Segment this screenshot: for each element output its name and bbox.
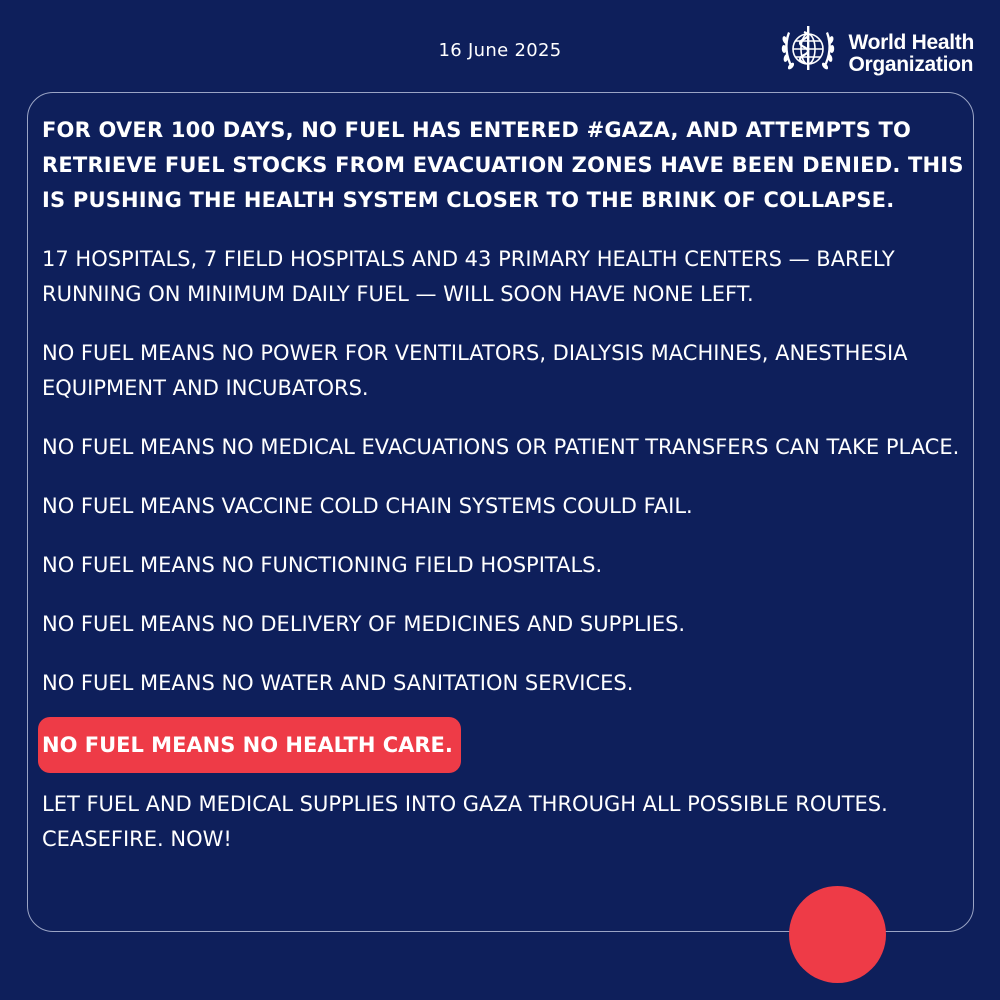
paragraph-cold-chain: NO FUEL MEANS VACCINE COLD CHAIN SYSTEMS COULD FAIL. — [42, 494, 693, 518]
decorative-red-circle — [789, 886, 886, 983]
closing-call: LET FUEL AND MEDICAL SUPPLIES INTO GAZA THROUGH ALL POSSIBLE ROUTES. CEASEFIRE. NOW! — [42, 792, 888, 851]
who-logo — [774, 22, 974, 86]
paragraph-medicines: NO FUEL MEANS NO DELIVERY OF MEDICINES AND SUPPLIES. — [42, 612, 686, 636]
highlight-box — [38, 717, 972, 773]
highlight-text: NO FUEL MEANS NO HEALTH CARE. — [38, 717, 461, 773]
paragraph-ventilators: NO FUEL MEANS NO POWER FOR VENTILATORS, DIALYSIS MACHINES, ANESTHESIA EQUIPMENT AND INCUBATORS. — [42, 341, 908, 400]
who-emblem-icon — [774, 22, 842, 86]
paragraph-evacuations: NO FUEL MEANS NO MEDICAL EVACUATIONS OR PATIENT TRANSFERS CAN TAKE PLACE. — [42, 435, 960, 459]
who-wordmark-line2: Organization — [848, 53, 974, 76]
message-body — [42, 113, 972, 857]
date-label: 16 June 2025 — [438, 40, 562, 61]
paragraph-field-hospitals: NO FUEL MEANS NO FUNCTIONING FIELD HOSPITALS. — [42, 553, 603, 577]
who-wordmark — [848, 32, 974, 76]
paragraph-hospitals: 17 HOSPITALS, 7 FIELD HOSPITALS AND 43 PRIMARY HEALTH CENTERS — BARELY RUNNING ON MINIMUM DAILY FUEL — WILL SOON HAVE NONE LEFT. — [42, 247, 895, 306]
headline: FOR OVER 100 DAYS, NO FUEL HAS ENTERED #GAZA, AND ATTEMPTS TO RETRIEVE FUEL STOCKS FROM EVACUATION ZONES HAVE BEEN DENIED. THIS IS PUSHING THE HEALTH SYSTEM CLOSER TO THE BRINK OF COLLAPSE. — [42, 118, 964, 212]
paragraph-water: NO FUEL MEANS NO WATER AND SANITATION SERVICES. — [42, 671, 634, 695]
who-wordmark-line1: World Health — [848, 31, 974, 54]
